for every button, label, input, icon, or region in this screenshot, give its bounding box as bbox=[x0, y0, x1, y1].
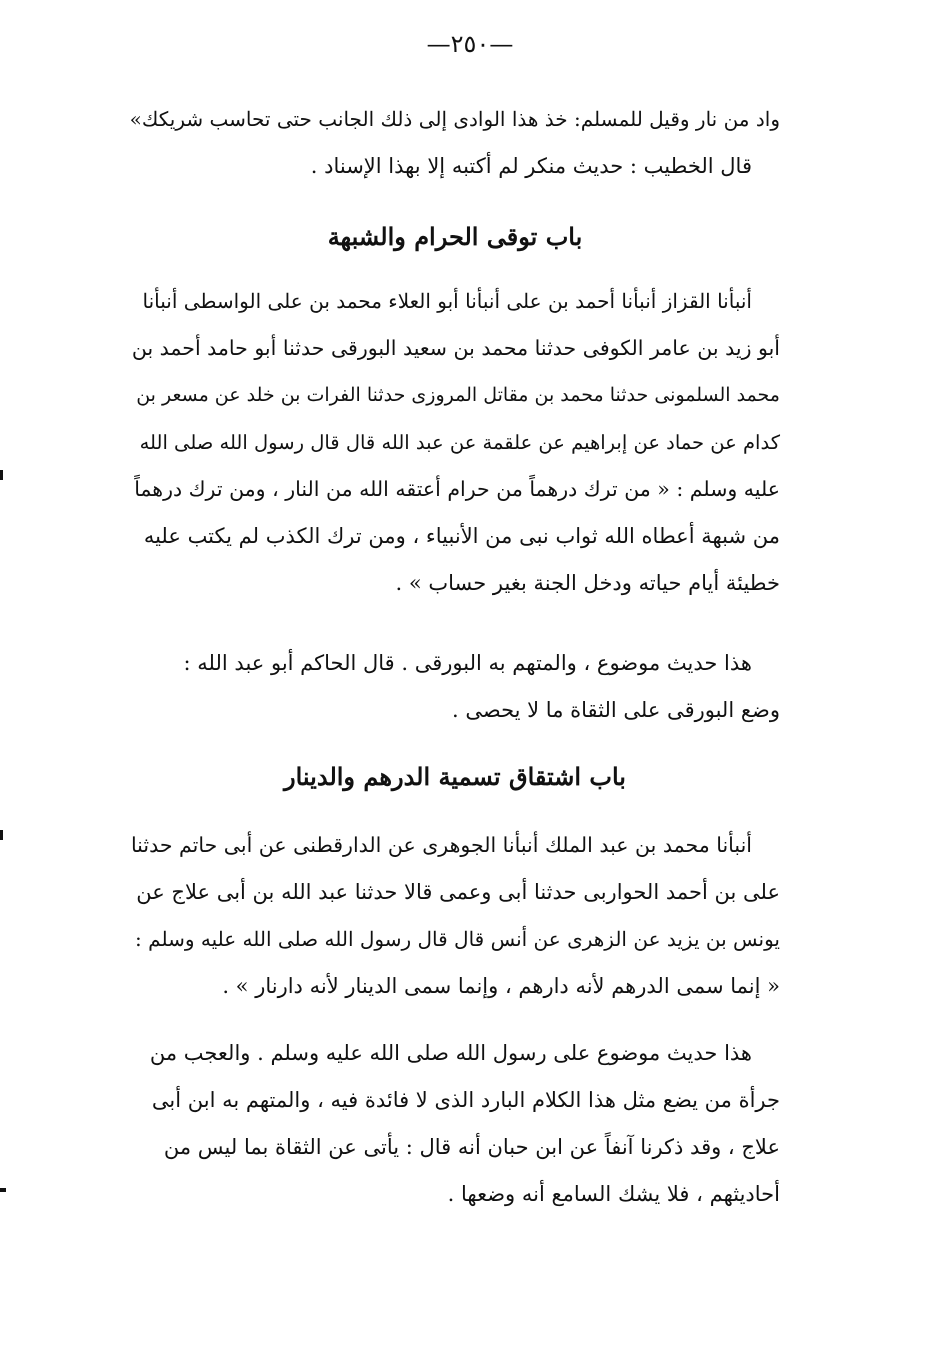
text-line: خطيئة أيام حياته ودخل الجنة بغير حساب » . bbox=[395, 571, 780, 595]
text-line: من شبهة أعطاه الله ثواب نبى من الأنبياء ، ومن ترك الكذب لم يكتب عليه bbox=[143, 524, 780, 548]
text-line: علاج ، وقد ذكرنا آنفاً عن ابن حبان أنه قال : يأتى عن الثقاة بما ليس من bbox=[163, 1135, 780, 1159]
text-line: هذا حديث موضوع ، والمتهم به البورقى . قال الحاكم أبو عبد الله : bbox=[183, 651, 752, 675]
text-line: على بن أحمد الحواربى حدثنا أبى وعمى قالا حدثنا عبد الله بن أبى علاج عن bbox=[136, 880, 780, 904]
text-line: « إنما سمى الدرهم لأنه دارهم ، وإنما سمى الدينار لأنه دارنار » . bbox=[222, 974, 780, 998]
page-number: —٢٥٠— bbox=[426, 30, 514, 58]
paragraph-2 bbox=[130, 278, 780, 607]
paragraph-4 bbox=[130, 822, 780, 1010]
text-line: يونس بن يزيد عن الزهرى عن أنس قال قال رسول الله صلى الله عليه وسلم : bbox=[135, 927, 780, 951]
margin-mark bbox=[0, 470, 3, 480]
section-heading-1: باب توقى الحرام والشبهة bbox=[327, 222, 583, 251]
text-line: وضع البورقى على الثقاة ما لا يحصى . bbox=[452, 698, 780, 722]
paragraph-1 bbox=[130, 96, 780, 190]
text-line: أنبأنا القزاز أنبأنا أحمد بن على أنبأنا أبو العلاء محمد بن على الواسطى أنبأنا bbox=[142, 289, 752, 313]
margin-mark bbox=[0, 1188, 6, 1192]
text-line: قال الخطيب : حديث منكر لم أكتبه إلا بهذا الإسناد . bbox=[310, 154, 752, 178]
text-line: أحاديثهم ، فلا يشك السامع أنه وضعها . bbox=[447, 1182, 780, 1206]
text-line: عليه وسلم : « من ترك درهماً من حرام أعتقه الله من النار ، ومن ترك درهماً bbox=[134, 477, 780, 501]
text-line: أنبأنا محمد بن عبد الملك أنبأنا الجوهرى عن الدارقطنى عن أبى حاتم حدثنا bbox=[130, 833, 752, 857]
text-line: أبو زيد بن عامر الكوفى حدثنا محمد بن سعيد البورقى حدثنا أبو حامد أحمد بن bbox=[131, 336, 780, 360]
margin-mark bbox=[0, 830, 3, 840]
text-line: جرأة من يضع مثل هذا الكلام البارد الذى لا فائدة فيه ، والمتهم به ابن أبى bbox=[151, 1088, 780, 1112]
text-line: هذا حديث موضوع على رسول الله صلى الله عليه وسلم . والعجب من bbox=[149, 1041, 752, 1065]
paragraph-3 bbox=[130, 640, 780, 734]
section-heading-2: باب اشتقاق تسمية الدرهم والدينار bbox=[284, 762, 626, 791]
text-line: كدام عن حماد عن إبراهيم عن علقمة عن عبد الله قال قال رسول الله صلى الله bbox=[139, 431, 780, 454]
text-line: محمد السلمونى حدثنا محمد بن مقاتل المروزى حدثنا الفرات بن خلد عن مسعر بن bbox=[136, 384, 780, 406]
text-line: واد من نار وقيل للمسلم: خذ هذا الوادى إلى ذلك الجانب حتى تحاسب شريكك» bbox=[129, 107, 780, 131]
paragraph-5 bbox=[130, 1030, 780, 1218]
